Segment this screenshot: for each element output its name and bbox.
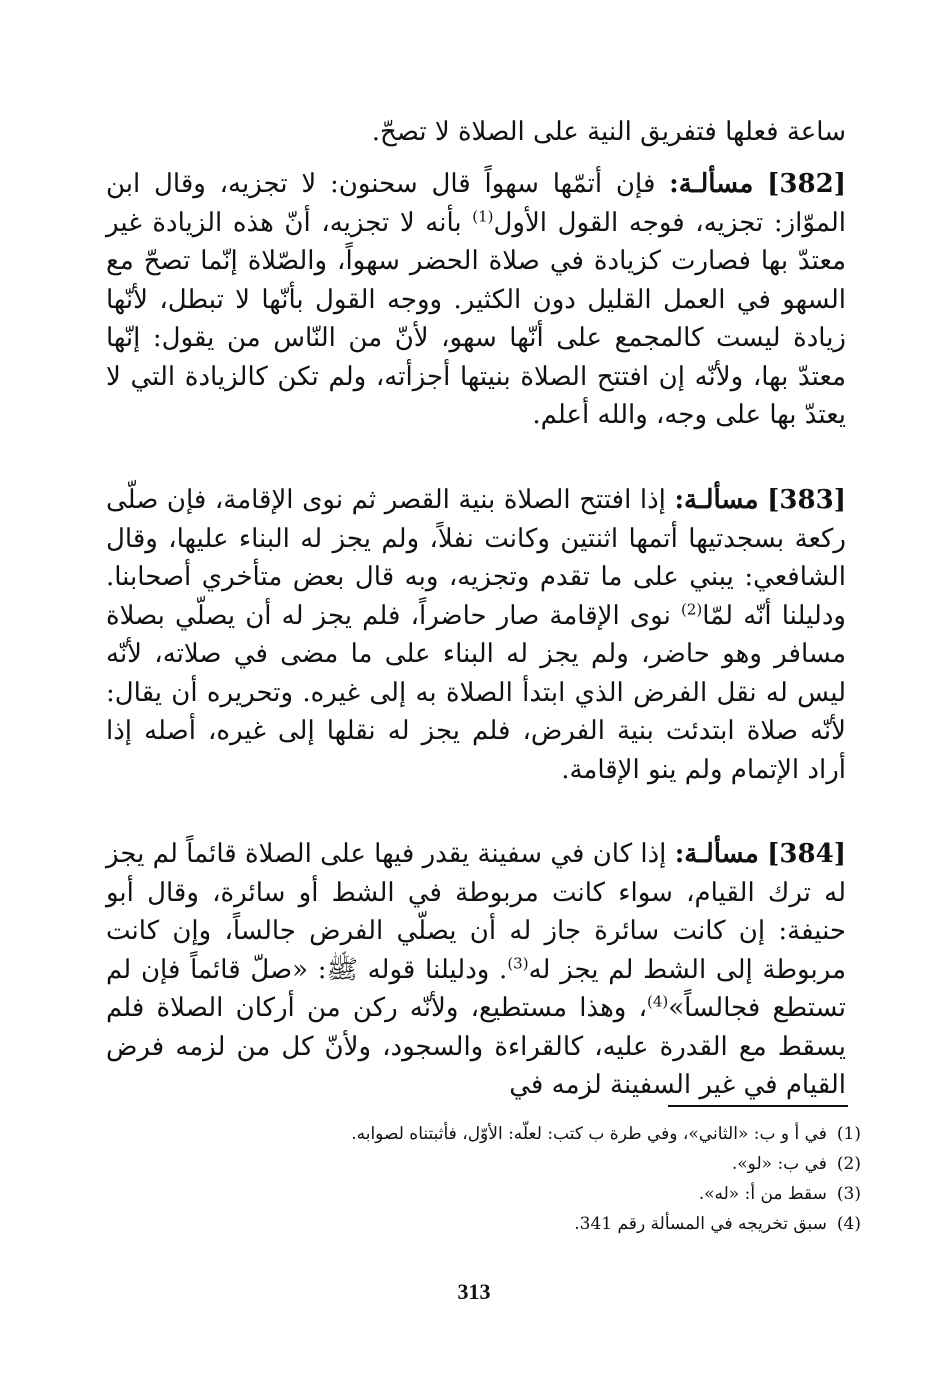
masala-text-cont: بأنه لا تجزيه، أنّ هذه الزيادة غير معتدّ بها فصارت كزيادة في صلاة الحضر سهواً، والصّلاة إنّما تصحّ مع السهو في العمل القليل دون الكثير. ووجه القول بأنّها لا تبطل، لأنّها زيادة ليست كالمجمع على أنّها سهو، لأنّ من النّاس من يقول: إنّها معتدّ بها، ولأنّه إن افتتح الصلاة بنيتها أجزأته، ولم تكن كالزيادة التي لا يعتدّ بها على وجه، والله أعلم. bbox=[106, 207, 846, 430]
footnote-2 bbox=[106, 1149, 861, 1179]
footnote-text: في أ و ب: «الثاني»، وفي طرة ب كتب: لعلّه: الأوّل، فأثبتناه لصوابه. bbox=[351, 1124, 827, 1144]
masala-384 bbox=[106, 835, 846, 1105]
footnote-number: (4) bbox=[836, 1214, 861, 1234]
footnote-number: (3) bbox=[836, 1184, 861, 1204]
footnote-1 bbox=[106, 1119, 861, 1149]
footnote-number: (1) bbox=[836, 1124, 861, 1144]
masala-number: [382] bbox=[767, 169, 846, 199]
masala-number: [383] bbox=[767, 485, 847, 515]
masala-text: إذا افتتح الصلاة بنية القصر ثم نوى الإقامة، فإن صلّى ركعة بسجدتيها أتمها اثنتين وكانت نفلاً، ولم يجز له البناء عليها، وقال الشافعي: يبني على ما تقدم وتجزيه، وبه قال بعض متأخري أصحابنا. ودليلنا أنّه لمّا bbox=[106, 485, 846, 631]
masala-label: مسألـة: bbox=[674, 839, 759, 869]
footnote-text: سبق تخريجه في المسألة رقم 341. bbox=[574, 1214, 827, 1234]
footnote-divider bbox=[668, 1105, 848, 1107]
paragraph-384 bbox=[106, 835, 846, 1105]
footnote-text: في ب: «لو». bbox=[731, 1154, 827, 1174]
footnote-ref: (1) bbox=[472, 206, 494, 225]
masala-text: إذا كان في سفينة يقدر فيها على الصلاة قائماً لم يجز له ترك القيام، سواء كانت مربوطة في الشط أو سائرة، وقال أبو حنيفة: إن كانت سائرة جاز له أن يصلّي الفرض جالساً، وإن كانت مربوطة إلى الشط لم يجز له bbox=[106, 839, 847, 985]
footnotes bbox=[106, 1119, 861, 1239]
footnote-ref: (4) bbox=[646, 992, 669, 1011]
footnote-number: (2) bbox=[836, 1154, 861, 1174]
masala-text: فإن أتمّها سهواً قال سحنون: لا تجزيه، وقال ابن الموّاز: تجزيه، فوجه القول الأول bbox=[106, 169, 846, 238]
masala-text-cont2: ، وهذا مستطيع، ولأنّه ركن من أركان الصلاة فلم يسقط مع القدرة عليه، كالقراءة والسجود، ولأنّ كل من لزمه فرض القيام في غير السفينة لزمه في bbox=[106, 993, 846, 1100]
masala-text-cont: نوى الإقامة صار حاضراً، فلم يجز له أن يصلّي بصلاة مسافر وهو حاضر، ولم يجز له البناء على ما مضى في صلاته، لأنّه ليس له نقل الفرض الذي ابتدأ الصلاة به إلى غيره. وتحريره أن يقال: لأنّه صلاة ابتدئت بنية الفرض، فلم يجز له نقلها إلى غيره، أصله إذا أراد الإتمام ولم ينو الإقامة. bbox=[106, 600, 846, 785]
paragraph-382 bbox=[106, 165, 846, 435]
footnote-ref: (3) bbox=[507, 953, 529, 972]
footnote-ref: (2) bbox=[680, 599, 703, 618]
footnote-text: سقط من أ: «له». bbox=[698, 1184, 827, 1204]
masala-383 bbox=[106, 481, 846, 789]
footnote-3 bbox=[106, 1179, 861, 1209]
opening-line: ساعة فعلها فتفريق النية على الصلاة لا تصحّ. bbox=[371, 117, 846, 147]
paragraph-383 bbox=[106, 481, 846, 789]
masala-number: [384] bbox=[767, 839, 846, 869]
masala-382 bbox=[106, 165, 846, 435]
masala-text-cont: . ودليلنا قوله ﷺ: «صلّ قائماً فإن لم تستطع فجالساً» bbox=[106, 954, 846, 1023]
footnote-4 bbox=[106, 1209, 861, 1239]
page-number: 313 bbox=[457, 1279, 491, 1304]
masala-label: مسألـة: bbox=[669, 169, 754, 199]
masala-label: مسألـة: bbox=[674, 485, 759, 515]
